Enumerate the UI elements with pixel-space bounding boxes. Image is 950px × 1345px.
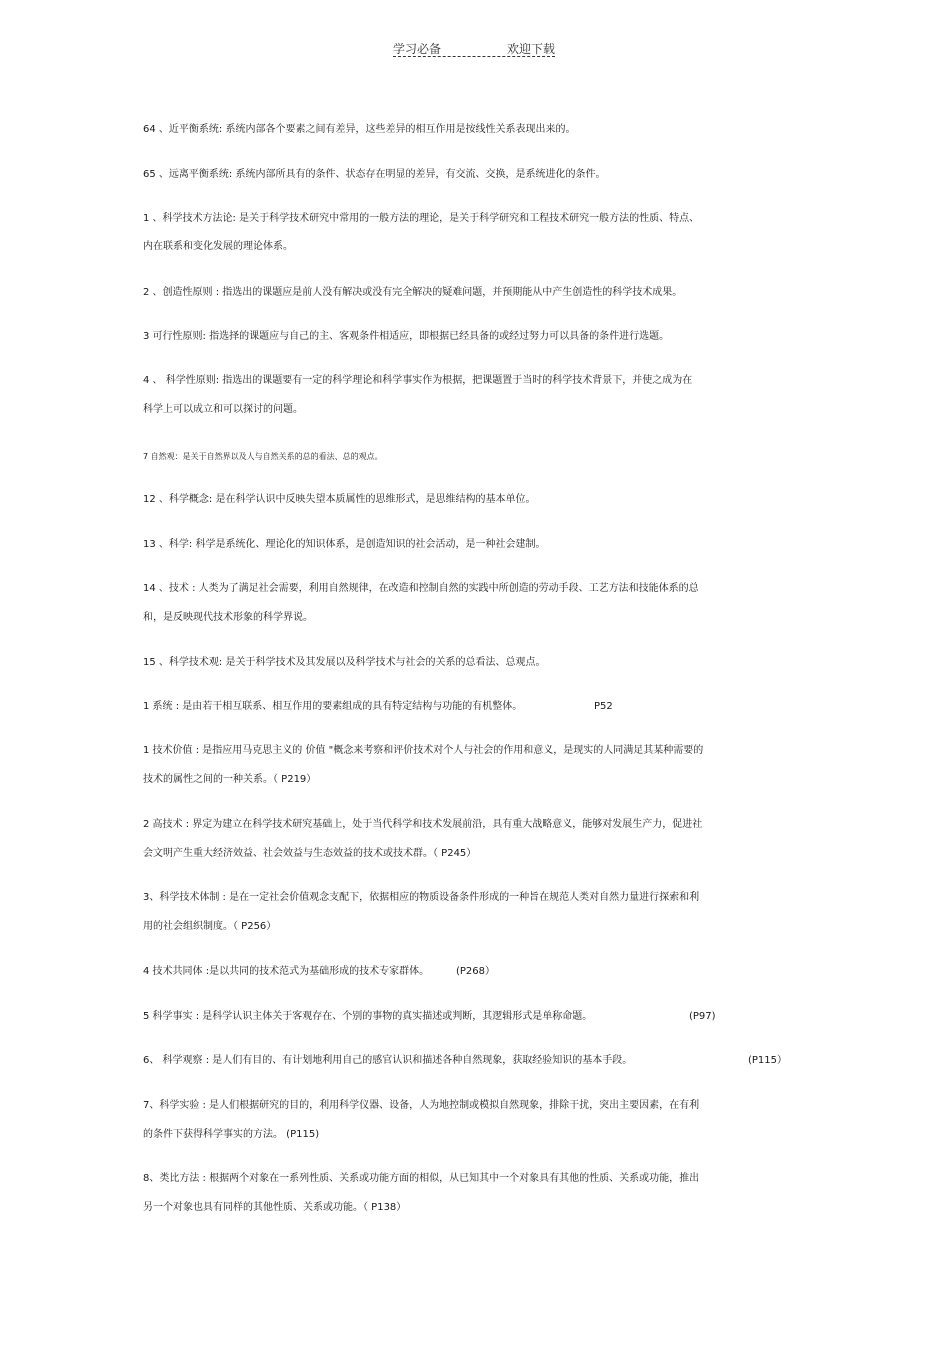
entry-line: 12 、科学概念: 是在科学认识中反映失望本质属性的思维形式，是思维结构的基本单位。 [143,494,536,505]
entry-line: 2 高技术 : 界定为建立在科学技术研究基础上，处于当代科学和技术发展前沿，具有重大战略意义，能够对发展生产力，促进社 [143,819,703,830]
entry-line: 8、类比方法 : 根据两个对象在一系列性质、关系或功能方面的相似，从已知其中一个对象具有其他的性质、关系或功能，推出 [143,1173,700,1184]
entry-line: 2 、创造性原则 : 指选出的课题应是前人没有解决或没有完全解决的疑难问题，并预期能从中产生创造性的科学技术成果。 [143,287,683,298]
entry-line: 内在联系和变化发展的理论体系。 [143,241,293,252]
header-rule [393,56,555,57]
entry-line: 14 、技术 : 人类为了满足社会需要，利用自然规律，在改造和控制自然的实践中所创造的劳动手段、工艺方法和技能体系的总 [143,583,699,594]
entry-line: 的条件下获得科学事实的方法。 (P115) [143,1129,320,1140]
entry-line: 用的社会组织制度。（ P256） [143,921,277,932]
entry-line: 会文明产生重大经济效益、社会效益与生态效益的技术或技术群。（ P245） [143,848,477,859]
entry-line: 3、科学技术体制 : 是在一定社会价值观念支配下，依据相应的物质设备条件形成的一种旨在规范人类对自然力量进行探索和利 [143,892,700,903]
entry-line: 6、 科学观察 : 是人们有目的、有计划地利用自己的感官认识和描述各种自然现象，获取经验知识的基本手段。 [143,1055,633,1066]
entry-line: 3 可行性原则: 指选择的课题应与自己的主、客观条件相适应，即根据已经具备的或经过努力可以具备的条件进行选题。 [143,331,670,342]
entry-line: 7、科学实验 : 是人们根据研究的目的，利用科学仪器、设备，人为地控制或模拟自然现象，排除干扰，突出主要因素，在有利 [143,1100,700,1111]
page-ref: P52 [594,701,613,712]
entry-line: 1 、科学技术方法论: 是关于科学技术研究中常用的一般方法的理论，是关于科学研究和工程技术研究一般方法的性质、特点、 [143,213,700,224]
entry-line: 技术的属性之间的一种关系。（ P219） [143,774,317,785]
entry-line: 另一个对象也具有同样的其他性质、关系或功能。（ P138） [143,1202,407,1213]
header-right: 欢迎下载 [507,42,556,56]
entry-line: 4 、 科学性原则: 指选出的课题要有一定的科学理论和科学事实作为根据，把课题置于当时的科学技术背景下，并使之成为在 [143,375,693,386]
entry-line: 13 、科学: 科学是系统化、理论化的知识体系，是创造知识的社会活动，是一种社会建制。 [143,539,546,550]
entry-line: 65 、远离平衡系统: 系统内部所具有的条件、状态存在明显的差异，有交流、交换，是系统进化的条件。 [143,169,606,180]
entry-line: 4 技术共同体 :是以共同的技术范式为基础形成的技术专家群体。 [143,966,430,977]
page-ref: (P97) [689,1011,716,1022]
entry-line: 1 技术价值 : 是指应用马克思主义的 价值 "概念来考察和评价技术对个人与社会的作用和意义，是现实的人同满足其某种需要的 [143,745,704,756]
header-left: 学习必备 [393,42,442,56]
entry-line: 15 、科学技术观: 是关于科学技术及其发展以及科学技术与社会的关系的总看法、总观点。 [143,657,546,668]
entry-line: 7 自然观：是关于自然界以及人与自然关系的总的看法、总的观点。 [143,452,383,461]
entry-line: 和，是反映现代技术形象的科学界说。 [143,612,313,623]
entry-line: 64 、近平衡系统: 系统内部各个要素之间有差异，这些差异的相互作用是按线性关系表现出来的。 [143,124,576,135]
entry-line: 5 科学事实 : 是科学认识主体关于客观存在、个别的事物的真实描述或判断，其逻辑形式是单称命题。 [143,1011,593,1022]
entry-line: 科学上可以成立和可以探讨的问题。 [143,404,303,415]
entry-line: 1 系统 : 是由若干相互联系、相互作用的要素组成的具有特定结构与功能的有机整体。 [143,701,523,712]
page-ref: (P268） [456,966,496,977]
page-ref: (P115） [748,1055,788,1066]
